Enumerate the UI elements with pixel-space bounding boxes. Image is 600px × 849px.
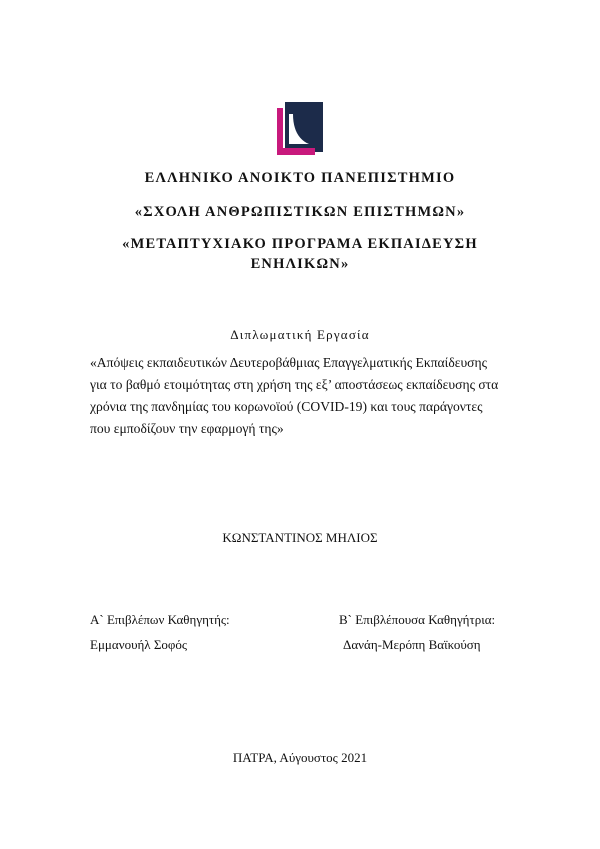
thesis-title-line: «Απόψεις εκπαιδευτικών Δευτεροβάθμιας Επαγγελματικής Εκπαίδευσης [90, 355, 487, 370]
thesis-title-line: για το βαθμό ετοιμότητας στη χρήση της εξ’ αποστάσεως εκπαίδευσης στα [90, 377, 499, 392]
thesis-type: Διπλωματική Εργασία [230, 327, 370, 342]
thesis-title-line: που εμποδίζουν την εφαρμογή της» [90, 421, 284, 436]
university-logo [275, 100, 325, 155]
supervisor-b-label: Β` Επιβλέπουσα Καθηγήτρια: [339, 612, 496, 627]
supervisor-a-name: Εμμανουήλ Σοφός [90, 637, 188, 652]
author-name: ΚΩΝΣΤΑΝΤΙΝΟΣ ΜΗΛΙΟΣ [222, 530, 378, 545]
place-date: ΠΑΤΡΑ, Αύγουστος 2021 [232, 750, 368, 765]
supervisor-b-name: Δανάη-Μερόπη Βαϊκούση [343, 637, 481, 652]
supervisor-a-label: Α` Επιβλέπων Καθηγητής: [90, 612, 230, 627]
program-name-line1: «ΜΕΤΑΠΤΥΧΙΑΚΟ ΠΡΟΓΡΑΜΑ ΕΚΠΑΙΔΕΥΣΗ [122, 236, 478, 252]
thesis-title [90, 352, 510, 440]
university-name: ΕΛΛΗΝΙΚΟ ΑΝΟΙΚΤΟ ΠΑΝΕΠΙΣΤΗΜΙΟ [144, 170, 456, 186]
program-name-line2: ΕΝΗΛΙΚΩΝ» [250, 256, 350, 272]
thesis-title-line: χρόνια της πανδημίας του κορωνοϊού (COVID-19) και τους παράγοντες [90, 399, 483, 414]
school-name: «ΣΧΟΛΗ ΑΝΘΡΩΠΙΣΤΙΚΩΝ ΕΠΙΣΤΗΜΩΝ» [134, 204, 466, 220]
